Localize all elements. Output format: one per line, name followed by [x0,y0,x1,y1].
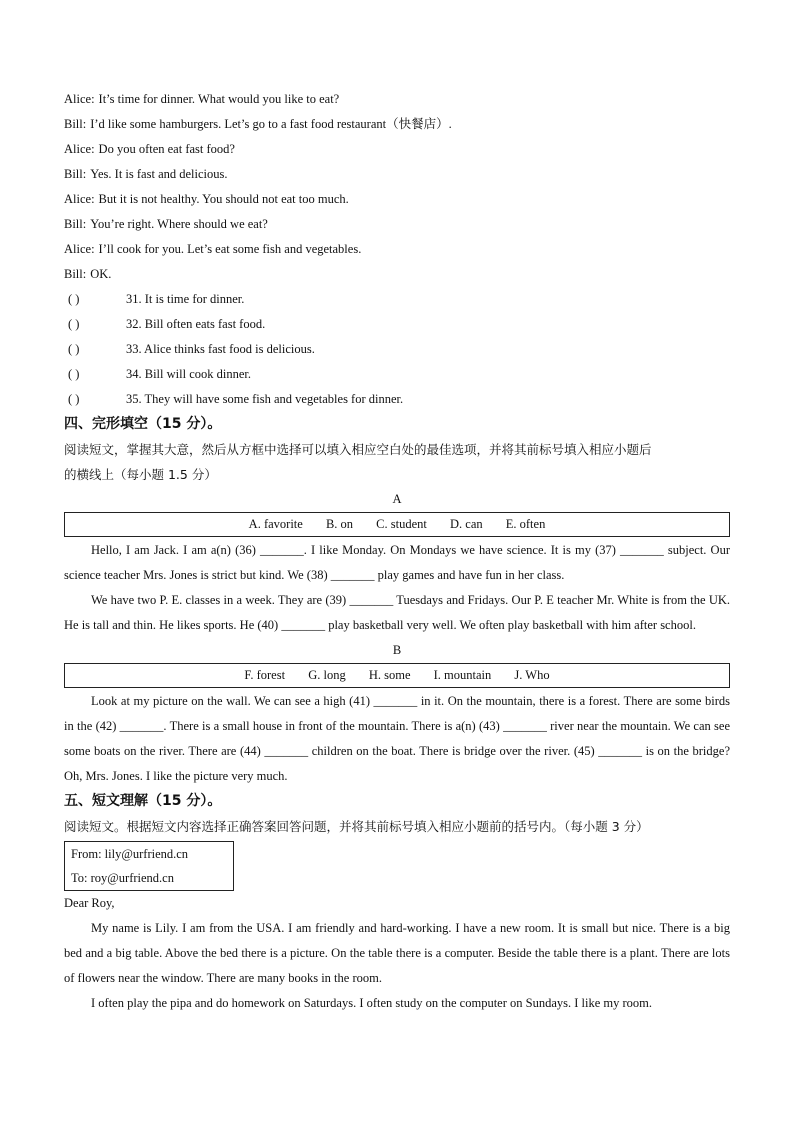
dialogue-text: Do you often eat fast food? [98,142,235,156]
word-bank-b [64,663,730,688]
dialogue-line [64,112,730,137]
dialogue-text: I’ll cook for you. Let’s eat some fish and vegetables. [98,242,362,256]
dialogue-text: I’d like some hamburgers. Let’s go to a fast food restaurant（快餐店）. [90,117,452,131]
dialogue-text: Yes. It is fast and delicious. [90,167,228,181]
speaker: Alice: [64,142,95,156]
question-item [64,362,730,387]
option: H. some [368,668,411,682]
email-header-box [64,841,234,891]
question-text: 31. It is time for dinner. [126,292,245,306]
answer-blank[interactable]: ( ) [68,342,80,356]
dialogue-text: OK. [90,267,112,281]
section5-title: 五、短文理解（15 分）。 [64,793,222,809]
speaker: Alice: [64,92,95,106]
letter-greeting: Dear Roy, [64,896,115,910]
option: D. can [450,517,483,531]
answer-blank[interactable]: ( ) [68,317,80,331]
email-to: To: roy@urfriend.cn [71,871,174,885]
dialogue-text: But it is not healthy. You should not eat too much. [98,192,349,206]
dialogue-line [64,87,730,112]
dialogue-text: It’s time for dinner. What would you like to eat? [98,92,340,106]
speaker: Alice: [64,192,95,206]
part-b-label: B [392,643,402,657]
dialogue-line [64,212,730,237]
option: A. favorite [248,517,303,531]
option: C. student [376,517,427,531]
question-text: 35. They will have some fish and vegetables for dinner. [126,392,404,406]
answer-blank[interactable]: ( ) [68,292,80,306]
passage-paragraph: We have two P. E. classes in a week. They are (39) _______ Tuesdays and Fridays. Our P. E teacher Mr. White is from the UK. He is tall and thin. He likes sports. He (40) _______ play basketball very well. We often play basketball with him after school. [64,593,730,632]
letter-paragraph: My name is Lily. I am from the USA. I am friendly and hard-working. I have a new room. It is small but nice. There is a big bed and a big table. Above the bed there is a picture. On the table there is a computer. Beside the table there is a plant. There are lots of flowers near the window. There are many books in the room. [64,921,730,985]
dialogue [64,87,730,287]
speaker: Bill: [64,167,87,181]
answer-blank[interactable]: ( ) [68,367,80,381]
option: E. often [505,517,546,531]
speaker: Bill: [64,117,87,131]
dialogue-line [64,237,730,262]
word-bank-a [64,512,730,537]
section4-title: 四、完形填空（15 分）。 [64,416,222,432]
dialogue-line [64,187,730,212]
question-item [64,387,730,412]
option: J. Who [514,668,550,682]
option: F. forest [244,668,286,682]
letter-paragraph: I often play the pipa and do homework on Saturdays. I often study on the computer on Sundays. I like my room. [91,996,653,1010]
answer-blank[interactable]: ( ) [68,392,80,406]
passage-paragraph: Hello, I am Jack. I am a(n) (36) _______. I like Monday. On Mondays we have science. It is my (37) _______ subject. Our science teacher Mrs. Jones is strict but kind. We (38) _______ play games and have fun in her class. [64,543,730,582]
section4-instruction: 的横线上（每小题 1.5 分） [64,467,217,482]
question-item [64,312,730,337]
question-text: 32. Bill often eats fast food. [126,317,266,331]
option: B. on [325,517,354,531]
question-item [64,287,730,312]
option: G. long [308,668,346,682]
question-text: 33. Alice thinks fast food is delicious. [126,342,315,356]
dialogue-text: You’re right. Where should we eat? [90,217,268,231]
exam-page [64,87,730,1016]
dialogue-line [64,137,730,162]
question-text: 34. Bill will cook dinner. [126,367,251,381]
question-item [64,337,730,362]
option: I. mountain [433,668,492,682]
part-a-label: A [392,492,402,506]
email-from: From: lily@urfriend.cn [71,847,189,861]
speaker: Bill: [64,267,87,281]
speaker: Bill: [64,217,87,231]
dialogue-line [64,262,730,287]
section5-instruction: 阅读短文。根据短文内容选择正确答案回答问题，并将其前标号填入相应小题前的括号内。（每小题 3 分） [64,819,649,834]
dialogue-line [64,162,730,187]
passage-paragraph: Look at my picture on the wall. We can see a high (41) _______ in it. On the mountain, there is a forest. There are some birds in the (42) _______. There is a small house in front of the mountain. There is a(n) (43) _______ river near the mountain. We can see some boats on the river. There are (44) _______ children on the boat. There is bridge over the river. (45) _______ is on the bridge? Oh, Mrs. Jones. I like the picture very much. [64,694,730,783]
section4-instruction: 阅读短文，掌握其大意，然后从方框中选择可以填入相应空白处的最佳选项，并将其前标号填入相应小题后 [64,442,652,457]
speaker: Alice: [64,242,95,256]
tf-questions [64,287,730,412]
